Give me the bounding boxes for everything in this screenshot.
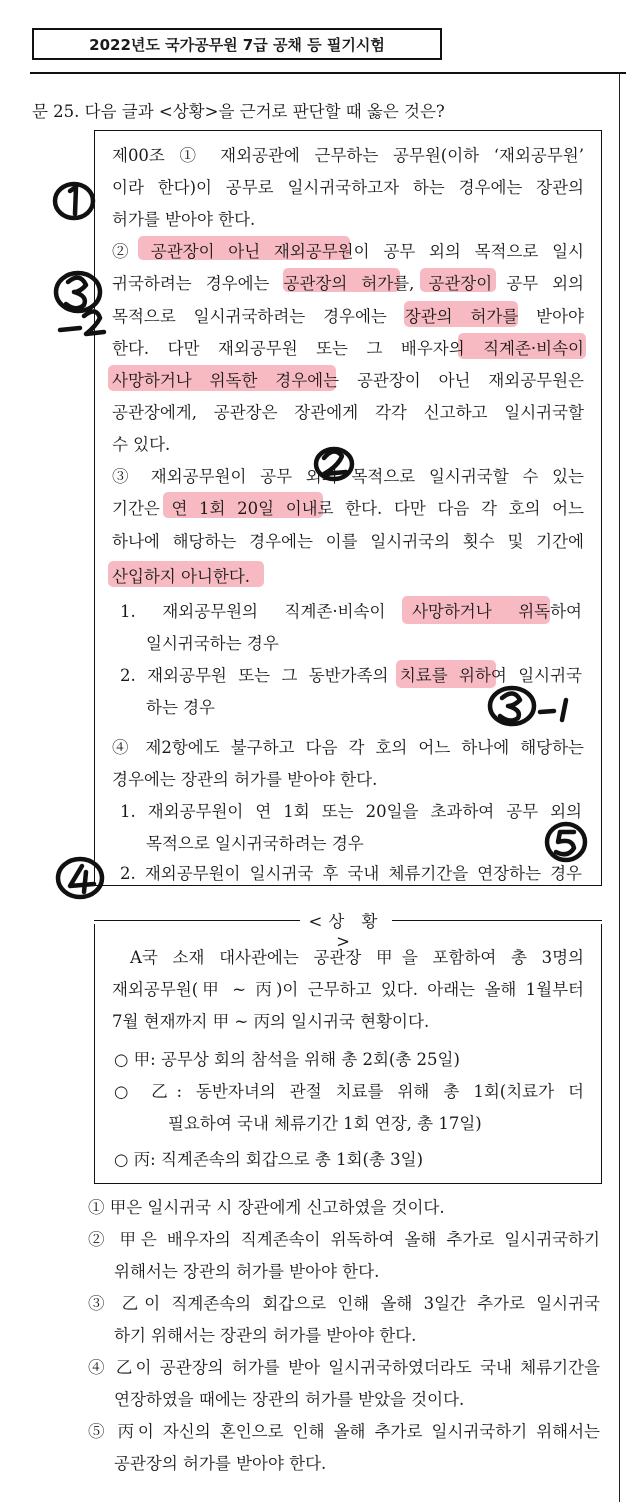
situation-rule-left <box>94 920 300 921</box>
article-line: 공관장에게, 공관장은 장관에게 각각 신고하고 일시귀국할 <box>112 403 584 422</box>
article-line: ④ 제2항에도 불구하고 다음 각 호의 어느 하나에 해당하는 <box>112 738 584 757</box>
choice-3[interactable]: ③ 乙이 직계존속의 회갑으로 인해 올해 3일간 추가로 일시귀국 <box>88 1294 600 1313</box>
handwritten-circled-1 <box>55 184 93 218</box>
article-line: ② 공관장이 아닌 재외공무원이 공무 외의 목적으로 일시 <box>112 242 584 261</box>
article-item-cont: 하는 경우 <box>146 698 216 717</box>
article-line: 귀국하려는 경우에는 공관장의 허가를, 공관장이 공무 외의 <box>112 274 584 293</box>
article-line: 산입하지 아니한다. <box>112 567 251 586</box>
article-line: 제00조 ① 재외공관에 근무하는 공무원(이하 ‘재외공무원’ <box>112 146 584 165</box>
choice-3-cont: 하기 위해서는 장관의 허가를 받아야 한다. <box>114 1326 417 1345</box>
choice-2[interactable]: ② 甲은 배우자의 직계존속이 위독하여 올해 추가로 일시귀국하기 <box>88 1230 600 1249</box>
article-line: 하나에 해당하는 경우에는 이를 일시귀국의 횟수 및 기간에 <box>112 532 584 551</box>
situation-item: ○ 乙: 동반자녀의 관절 치료를 위해 총 1회(치료가 더 <box>114 1082 584 1101</box>
situation-rule-right <box>392 920 602 921</box>
article-line: 기간은 연 1회 20일 이내로 한다. 다만 다음 각 호의 어느 <box>112 499 584 518</box>
situation-item: ○ 甲: 공무상 회의 참석을 위해 총 2회(총 25일) <box>114 1050 460 1069</box>
article-line: 이라 한다)이 공무로 일시귀국하고자 하는 경우에는 장관의 <box>112 178 584 197</box>
article-line: 허가를 받아야 한다. <box>112 210 256 229</box>
situation-item: ○ 丙: 직계존속의 회갑으로 총 1회(총 3일) <box>114 1150 424 1169</box>
situation-item-cont: 필요하여 국내 체류기간 1회 연장, 총 17일) <box>168 1114 482 1133</box>
article-item-cont: 일시귀국하는 경우 <box>146 634 279 653</box>
situation-title: <상 황> <box>300 908 392 951</box>
choice-1[interactable]: ① 甲은 일시귀국 시 장관에게 신고하였을 것이다. <box>88 1198 445 1217</box>
choice-2-cont: 위해서는 장관의 허가를 받아야 한다. <box>114 1262 380 1281</box>
choice-5-cont: 공관장의 허가를 받아야 한다. <box>114 1454 327 1473</box>
article-line: 경우에는 장관의 허가를 받아야 한다. <box>112 770 378 789</box>
situation-line: 재외공무원(甲 ~ 丙)이 근무하고 있다. 아래는 올해 1월부터 <box>112 980 584 999</box>
article-line: ③ 재외공무원이 공무 외의 목적으로 일시귀국할 수 있는 <box>112 467 584 486</box>
exam-title: 2022년도 국가공무원 7급 공채 등 필기시험 <box>89 35 385 54</box>
column-divider <box>619 72 620 1502</box>
article-line: 수 있다. <box>112 435 171 454</box>
article-line: 한다. 다만 재외공무원 또는 그 배우자의 직계존·비속이 <box>112 339 584 358</box>
choice-4[interactable]: ④ 乙이 공관장의 허가를 받아 일시귀국하였더라도 국내 체류기간을 <box>88 1358 600 1377</box>
header-divider <box>30 72 626 74</box>
situation-line: A국 소재 대사관에는 공관장 甲을 포함하여 총 3명의 <box>130 948 584 967</box>
article-item: 1. 재외공무원이 연 1회 또는 20일을 초과하여 공무 외의 <box>120 802 582 821</box>
article-item-cont: 목적으로 일시귀국하려는 경우 <box>146 834 364 853</box>
choice-4-cont: 연장하였을 때에는 장관의 허가를 받았을 것이다. <box>114 1390 465 1409</box>
article-line: 사망하거나 위독한 경우에는 공관장이 아닌 재외공무원은 <box>112 371 584 390</box>
choice-5[interactable]: ⑤ 丙이 자신의 혼인으로 인해 올해 추가로 일시귀국하기 위해서는 <box>88 1422 600 1441</box>
situation-line: 7월 현재까지 甲 ~ 丙의 일시귀국 현황이다. <box>112 1012 430 1031</box>
article-item: 1. 재외공무원의 직계존·비속이 사망하거나 위독하여 <box>120 602 582 621</box>
question-stem: 문 25. 다음 글과 <상황>을 근거로 판단할 때 옳은 것은? <box>32 102 445 121</box>
article-item: 2. 재외공무원 또는 그 동반가족의 치료를 위하여 일시귀국 <box>120 666 582 685</box>
article-item: 2. 재외공무원이 일시귀국 후 국내 체류기간을 연장하는 경우 <box>120 864 582 883</box>
article-line: 목적으로 일시귀국하려는 경우에는 장관의 허가를 받아야 <box>112 307 584 326</box>
exam-header <box>32 28 442 60</box>
